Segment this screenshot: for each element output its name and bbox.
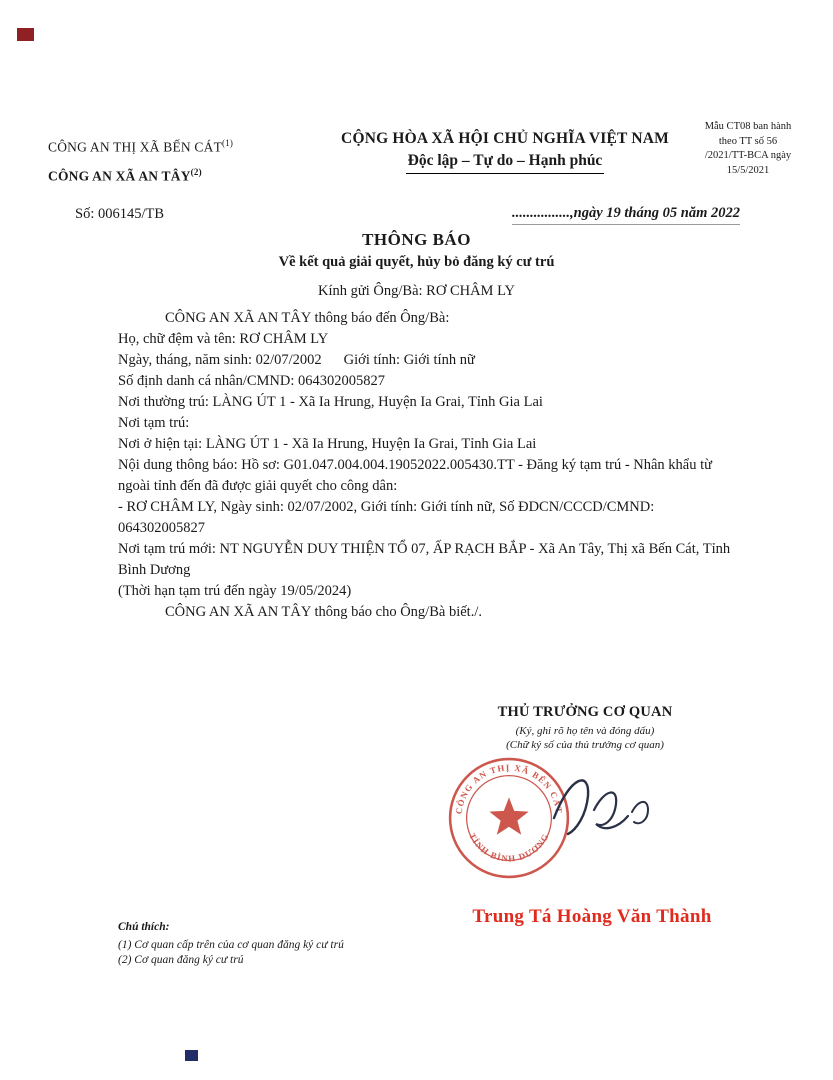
form-note-line: theo TT số 56 — [718, 135, 778, 147]
signature-block — [440, 704, 730, 752]
form-note-line: Mẫu CT08 ban hành — [704, 121, 792, 132]
national-motto-text: Độc lập – Tự do – Hạnh phúc — [406, 152, 605, 174]
closing-line: CÔNG AN XÃ AN TÂY thông báo cho Ông/Bà biết./. — [165, 604, 482, 620]
document-subtitle: Về kết quả giải quyết, hủy bỏ đăng ký cư trú — [278, 254, 555, 270]
date-line — [460, 205, 740, 225]
birth-date: Ngày, tháng, năm sinh: 02/07/2002 — [118, 352, 322, 368]
name-line: Họ, chữ đệm và tên: RƠ CHÂM LY — [118, 331, 329, 347]
signature-instruction-2: (Chữ ký số của thủ trưởng cơ quan) — [506, 739, 664, 751]
agency-name — [48, 167, 233, 185]
gender: Giới tính: Giới tính nữ — [343, 352, 475, 368]
agency-footnote-ref: (2) — [190, 166, 202, 177]
temporary-residence-line: Nơi tạm trú: — [118, 415, 190, 431]
parent-agency-footnote-ref: (1) — [222, 138, 234, 148]
new-temp-residence-line: Nơi tạm trú mới: NT NGUYỄN DUY THIỆN TỔ 07, ẤP RẠCH BẮP - Xã An Tây, Thị xã Bến Cát, Tỉnh Bình Dương — [118, 541, 731, 578]
citizen-detail-line: - RƠ CHÂM LY, Ngày sinh: 02/07/2002, Giới tính: Giới tính nữ, Số ĐDCN/CCCD/CMND: 064302005827 — [118, 499, 655, 536]
footnote-1: (1) Cơ quan cấp trên của cơ quan đăng ký cư trú — [118, 939, 344, 951]
salutation-line: Kính gửi Ông/Bà: RƠ CHÂM LY — [318, 283, 515, 299]
stamp-ring-text-top: CÔNG AN THỊ XÃ BẾN CÁT — [453, 762, 565, 815]
national-title: CỘNG HÒA XÃ HỘI CHỦ NGHĨA VIỆT NAM — [341, 130, 669, 147]
svg-text:TỈNH BÌNH DƯƠNG — [467, 831, 551, 863]
footnotes — [118, 920, 344, 968]
scan-artifact-navy-square — [185, 1050, 198, 1061]
form-note-line: 15/5/2021 — [726, 164, 770, 176]
parent-agency-text: CÔNG AN THỊ XÃ BẾN CÁT — [48, 139, 223, 155]
duration-line: (Thời hạn tạm trú đến ngày 19/05/2024) — [118, 583, 352, 599]
document-number: Số: 006145/TB — [75, 206, 165, 222]
stamp-ring-text-bottom: TỈNH BÌNH DƯƠNG — [467, 831, 551, 864]
document-body — [118, 308, 734, 623]
parent-agency-name — [48, 138, 233, 156]
national-motto-block — [300, 130, 710, 174]
signature-instruction-1: (Ký, ghi rõ họ tên và đóng dấu) — [515, 725, 655, 737]
national-motto — [300, 152, 710, 174]
form-note-line: /2021/TT-BCA ngày — [704, 150, 792, 161]
id-number-line: Số định danh cá nhân/CMND: 064302005827 — [118, 373, 386, 389]
date-line-text: ................,ngày 19 tháng 05 năm 2022 — [512, 205, 740, 225]
signer-title: THỦ TRƯỞNG CƠ QUAN — [497, 704, 673, 720]
footnote-2: (2) Cơ quan đăng ký cư trú — [118, 954, 244, 966]
handwritten-signature — [548, 766, 660, 850]
scan-artifact-red-square — [17, 28, 34, 41]
issuing-agency-block — [48, 138, 233, 184]
permanent-residence-line: Nơi thường trú: LÀNG ÚT 1 - Xã Ia Hrung, Huyện Ia Grai, Tỉnh Gia Lai — [118, 394, 543, 410]
agency-text: CÔNG AN XÃ AN TÂY — [48, 168, 191, 183]
signer-name: Trung Tá Hoàng Văn Thành — [472, 906, 712, 927]
stamp-star-icon — [489, 797, 528, 834]
birth-gender-line — [118, 350, 734, 371]
form-reference-note — [686, 120, 810, 178]
document-title: THÔNG BÁO — [362, 230, 471, 249]
notification-content: Nội dung thông báo: Hồ sơ: G01.047.004.004.19052022.005430.TT - Đăng ký tạm trú - Nhân khẩu từ ngoài tỉnh đến đã được giải quyết cho công dân: — [118, 457, 712, 494]
current-residence-line: Nơi ở hiện tại: LÀNG ÚT 1 - Xã Ia Hrung, Huyện Ia Grai, Tỉnh Gia Lai — [118, 436, 537, 452]
intro-line: CÔNG AN XÃ AN TÂY thông báo đến Ông/Bà: — [165, 310, 450, 326]
footnotes-title: Chú thích: — [118, 921, 170, 933]
